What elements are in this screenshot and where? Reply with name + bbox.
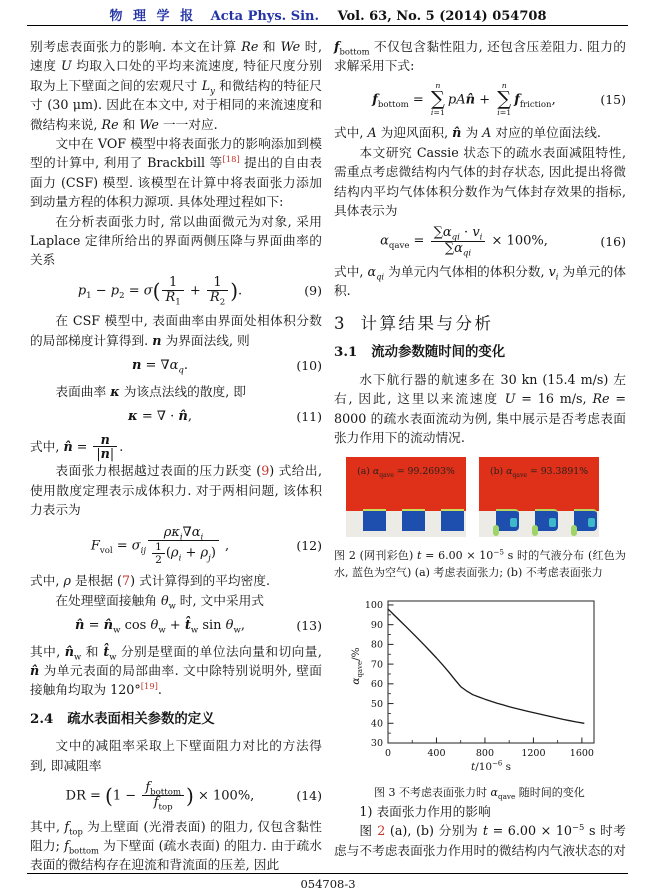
svg-text:60: 60 — [370, 679, 383, 691]
svg-text:400: 400 — [427, 748, 446, 760]
air-pocket — [402, 509, 425, 531]
equation-number: (9) — [304, 282, 322, 298]
interface-patch — [532, 525, 538, 536]
equation-number: (15) — [600, 91, 626, 107]
paragraph: 文中在 VOF 模型中将表面张力的影响添加到模型的计算中, 利用了 Brackbill 等[18] 提出的自由表面力 (CSF) 模型. 该模型在计算中将表面张力添加到动量方程的体积力源项. 具体处理过程如下: — [30, 136, 322, 210]
svg-text:90: 90 — [370, 620, 383, 632]
figure-3 — [342, 595, 612, 783]
microstructure-strip — [346, 511, 466, 537]
right-column — [334, 37, 626, 860]
equation-16 — [334, 225, 626, 259]
equation-body: $p_1 - p_2 = \sigma$( $\frac{1}{R_1}$ + $\frac{1}{R_2}$ ). — [77, 274, 243, 308]
section-heading-3-1 — [334, 343, 626, 362]
svg-text:70: 70 — [370, 659, 383, 671]
air-pocket — [363, 509, 386, 531]
section-title: 计算结果与分析 — [360, 313, 494, 333]
equation-14 — [30, 781, 322, 811]
figure-2b-label: (b) $\alpha_{qave} = 93.3891\%$ — [489, 466, 589, 480]
figure-2 — [346, 457, 626, 539]
svg-text:800: 800 — [475, 748, 495, 760]
equation-10 — [30, 356, 322, 375]
air-pocket — [535, 509, 558, 531]
paragraph: 别考虑表面张力的影响. 本文在计算 Re 和 We 时, 速度 U 均取入口处的平均来流速度, 特征尺度分别取为上下壁面之间的宏观尺寸 $L_y$ 和微结构的特征尺寸 (30 μm). 因此在本文中, 对于相同的来流速度和微结构来说, Re 和 We 一一对应. — [30, 39, 322, 132]
section-heading-2-4 — [30, 710, 322, 729]
svg-text:100: 100 — [364, 600, 383, 612]
paragraph: 图 2 (a), (b) 分别为 $t = 6.00 \times 10^{-5}$ s 时考虑与不考虑表面张力作用时的微结构内气液状态的对 — [334, 822, 626, 858]
equation-body: $F_{vol} = \sigma_{ij}$ $\rho\kappa_i\nabla\alpha_i$ $\frac{1}{2}$ $(\rho_i + \rho_j)$ , — [90, 524, 230, 566]
equation-number: (13) — [296, 618, 322, 634]
interface-patch — [571, 525, 577, 536]
equation-15 — [334, 82, 626, 118]
header-rule — [27, 25, 628, 26]
svg-text:50: 50 — [370, 699, 383, 711]
paragraph: 文中的减阻率采取上下壁面阻力对比的方法得到, 即减阻率 — [30, 738, 322, 773]
section-heading-3 — [334, 314, 626, 333]
y-axis-label: $\alpha_{qave}/\%$ — [350, 647, 365, 685]
paragraph: 其中, $n̂_w$ 和 $t̂_w$ 分别是壁面的单位法向量和切向量, n̂ 为单元表面的局部曲率. 文中除特别说明外, 壁面接触角均取为 120°[19]. — [30, 643, 322, 698]
fig3-chart-svg — [342, 595, 612, 783]
paragraph: 其中, $f_{top}$ 为上壁面 (光滑表面) 的阻力, 仅包含黏性阻力; $f_{bottom}$ 为下壁面 (疏水表面) 的阻力. 由于疏水表面的微结构存在迎流和背流面的压差, 因此 — [30, 818, 322, 873]
equation-number: (16) — [600, 233, 626, 249]
paragraph: 在处理壁面接触角 $\theta_w$ 时, 文中采用式 — [55, 592, 264, 611]
equation-13 — [30, 616, 322, 635]
equation-number: (12) — [296, 537, 322, 553]
interface-patch — [588, 518, 595, 527]
paragraph: 在分析表面张力时, 常以曲面微元为对象, 采用 Laplace 定律所给出的界面两侧压降与界面曲率的关系 — [30, 213, 322, 268]
paragraph: 式中, ρ 是根据 (7) 式计算得到的平均密度. — [30, 573, 270, 589]
svg-text:30: 30 — [370, 738, 383, 750]
equation-body: $\alpha_{qave}$ = $\frac{\sum\alpha_{qi} \cdot v_i}{\sum\alpha_{qi}}$ × 100%, — [380, 225, 548, 259]
figure-2b-image — [479, 457, 599, 539]
paragraph: 表面曲率 κ 为该点法线的散度, 即 — [55, 383, 246, 399]
interface-patch — [510, 518, 517, 527]
svg-text:40: 40 — [370, 718, 383, 730]
paragraph: 表面张力根据越过表面的压力跃变 (9) 式给出, 使用散度定理表示成体积力. 对于两相问题, 该体积力表示为 — [30, 463, 322, 518]
figure-2-caption: 图 2 (网刊彩色) $t = 6.00 \times 10^{-5}$ s 时的气液分布 (红色为水, 蓝色为空气) (a) 考虑表面张力; (b) 不考虑表面张力 — [334, 547, 626, 579]
paragraph: 本文研究 Cassie 状态下的疏水表面减阻特性, 需重点考虑微结构内气体的封存状态, 因此提出将微结构内平均气体体积分数作为气体封存效果的指标, 具体表示为 — [334, 144, 626, 219]
figure-2a-label: (a) $\alpha_{qave} = 99.2693\%$ — [357, 466, 455, 480]
equation-number: (11) — [296, 409, 322, 425]
x-axis-label: $t/10^{-6}$ s — [470, 759, 512, 774]
paragraph: 在 CSF 模型中, 表面曲率由界面处相体积分数的局部梯度计算得到. n 为界面法线, 则 — [30, 313, 322, 348]
paragraph: 式中, n̂ = $\frac{n}{|n|}$ . — [30, 431, 124, 462]
water-region — [346, 457, 466, 511]
equation-12 — [30, 526, 322, 566]
equation-number: (10) — [296, 358, 322, 374]
journal-title-en: Acta Phys. Sin. — [210, 9, 320, 24]
paragraph: 式中, $\alpha_{qi}$ 为单元内气体相的体积分数, $v_i$ 为单元的体积. — [334, 264, 626, 299]
equation-9 — [30, 276, 322, 306]
figure-3-caption: 图 3 不考虑表面张力时 $\alpha_{qave}$ 随时间的变化 — [374, 786, 585, 802]
section-title: 流动参数随时间的变化 — [371, 344, 506, 361]
figure-2a-image — [346, 457, 466, 539]
equation-body: $n = \nabla\alpha_q$. — [131, 358, 189, 376]
equation-body: κ = ∇ · n̂, — [128, 409, 192, 425]
equation-body: DR = (1 − $\frac{f_{bottom}}{f_{top}}$ ) × 100%, — [65, 780, 255, 813]
svg-text:1200: 1200 — [521, 748, 546, 760]
paragraph: 水下航行器的航速多在 30 kn (15.4 m/s) 左右, 因此, 这里以来流速度 U = 16 m/s, Re = 8000 的疏水表面流动为例, 集中展示是否考虑表面张力作用下的流动情况. — [334, 371, 626, 445]
section-number: 2.4 — [30, 710, 54, 727]
left-column — [30, 37, 322, 875]
air-pocket — [574, 509, 597, 531]
paragraph: 1) 表面张力作用的影响 — [359, 803, 491, 819]
footer-rule — [27, 873, 628, 874]
paragraph: 式中, A 为迎风面积, n̂ 为 A 对应的单位面法线. — [334, 125, 601, 141]
interface-patch — [549, 518, 556, 527]
journal-header — [0, 5, 656, 24]
svg-text:0: 0 — [384, 748, 392, 760]
equation-body: $f_{bottom}$ = n ∑ i=1 pAn̂ + n ∑ i=1 $f_{friction}$, — [372, 80, 556, 117]
equation-11 — [30, 407, 322, 426]
page-number: 054708-3 — [300, 877, 356, 891]
paragraph: $f_{bottom}$ 不仅包含黏性阻力, 还包含压差阻力. 阻力的求解采用下式: — [334, 39, 626, 74]
interface-patch — [493, 525, 499, 536]
journal-volume-info: Vol. 63, No. 5 (2014) 054708 — [337, 9, 547, 24]
air-pocket — [441, 509, 464, 531]
svg-text:1600: 1600 — [569, 748, 594, 760]
section-title: 疏水表面相关参数的定义 — [67, 710, 215, 727]
svg-text:80: 80 — [370, 639, 383, 651]
water-region — [479, 457, 599, 511]
microstructure-strip — [479, 511, 599, 537]
journal-title-cn: 物 理 学 报 — [109, 9, 197, 24]
section-number: 3.1 — [334, 344, 358, 361]
air-pocket — [496, 509, 519, 531]
section-number: 3 — [334, 313, 345, 333]
equation-number: (14) — [296, 788, 322, 804]
equation-body: n̂ = $n̂_w$ $\cos \theta_w$ + $t̂_w$ $\sin \theta_w$, — [75, 618, 245, 636]
